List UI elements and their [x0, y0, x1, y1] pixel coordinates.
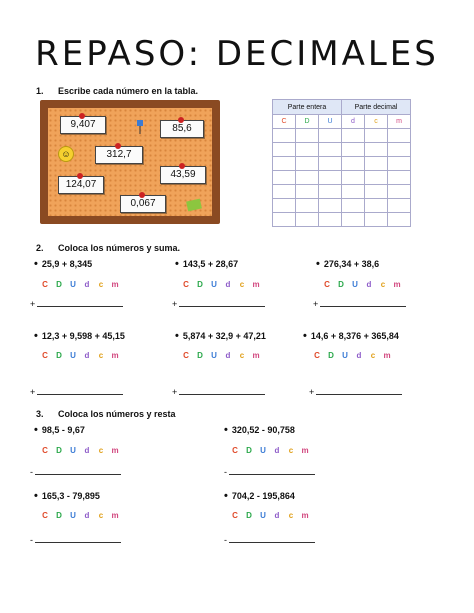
table-header-decimal: Parte decimal [342, 100, 411, 115]
section-1-heading [36, 86, 198, 96]
table-cell[interactable] [342, 185, 365, 199]
table-row [273, 129, 411, 143]
board-note: 312,7 [95, 146, 143, 164]
pin-icon [115, 143, 121, 149]
answer-line[interactable]: + [30, 386, 123, 397]
answer-line[interactable]: + [172, 386, 265, 397]
pin-icon [139, 192, 145, 198]
place-labels: C D U d c m [314, 351, 391, 360]
table-cell[interactable] [273, 185, 296, 199]
section-3-number: 3. [36, 409, 44, 419]
place-labels: C D U d c m [42, 280, 119, 289]
section-2-number: 2. [36, 243, 44, 253]
board-note: 43,59 [160, 166, 206, 184]
table-cell[interactable] [273, 213, 296, 227]
table-cell[interactable] [342, 171, 365, 185]
pin-icon [77, 173, 83, 179]
table-row [273, 199, 411, 213]
table-cell[interactable] [296, 143, 319, 157]
table-column-d-decimal: d [342, 115, 365, 129]
pin-icon [179, 163, 185, 169]
table-header-integer: Parte entera [273, 100, 342, 115]
table-cell[interactable] [342, 143, 365, 157]
exercise-sum-2: • 143,5 + 28,67 [175, 258, 239, 270]
table-cell[interactable] [319, 129, 342, 143]
place-labels: C D U d c m [42, 511, 119, 520]
exercise-sum-6: • 14,6 + 8,376 + 365,84 [303, 330, 399, 342]
table-cell[interactable] [365, 185, 388, 199]
pin-icon [178, 117, 184, 123]
table-cell[interactable] [319, 185, 342, 199]
table-cell[interactable] [273, 129, 296, 143]
answer-line[interactable]: - [224, 466, 315, 477]
table-cell[interactable] [319, 213, 342, 227]
board-note: 0,067 [120, 195, 166, 213]
table-column-c-decimal: c [365, 115, 388, 129]
table-cell[interactable] [342, 199, 365, 213]
place-value-table [272, 99, 411, 227]
section-1-label: Escribe cada número en la tabla. [58, 86, 199, 96]
table-column-c: C [273, 115, 296, 129]
board-note: 9,407 [60, 116, 106, 134]
table-cell[interactable] [273, 171, 296, 185]
table-cell[interactable] [388, 185, 411, 199]
table-cell[interactable] [296, 157, 319, 171]
page-title: REPASO: DECIMALES [35, 34, 439, 74]
section-2-heading [36, 243, 180, 253]
table-cell[interactable] [296, 129, 319, 143]
answer-line[interactable]: + [313, 298, 406, 309]
answer-line[interactable]: + [309, 386, 402, 397]
exercise-sum-4: • 12,3 + 9,598 + 45,15 [34, 330, 125, 342]
table-column-u: U [319, 115, 342, 129]
table-cell[interactable] [296, 213, 319, 227]
place-labels: C D U d c m [232, 446, 309, 455]
place-labels: C D U d c m [183, 280, 260, 289]
table-cell[interactable] [365, 213, 388, 227]
table-cell[interactable] [273, 199, 296, 213]
answer-line[interactable]: + [30, 298, 123, 309]
table-column-d: D [296, 115, 319, 129]
table-cell[interactable] [342, 157, 365, 171]
pushpin-icon [135, 120, 145, 134]
table-cell[interactable] [273, 157, 296, 171]
table-cell[interactable] [388, 213, 411, 227]
table-cell[interactable] [319, 171, 342, 185]
table-row [273, 213, 411, 227]
section-3-heading [36, 409, 176, 419]
table-row [273, 143, 411, 157]
table-cell[interactable] [296, 185, 319, 199]
exercise-sub-1: • 98,5 - 9,67 [34, 424, 85, 436]
table-cell[interactable] [388, 129, 411, 143]
table-column-m: m [388, 115, 411, 129]
table-cell[interactable] [319, 143, 342, 157]
table-cell[interactable] [296, 171, 319, 185]
exercise-sub-2: • 320,52 - 90,758 [224, 424, 295, 436]
table-cell[interactable] [388, 199, 411, 213]
table-cell[interactable] [388, 157, 411, 171]
table-row [273, 157, 411, 171]
exercise-sub-4: • 704,2 - 195,864 [224, 490, 295, 502]
pin-icon [79, 113, 85, 119]
table-cell[interactable] [319, 157, 342, 171]
table-cell[interactable] [365, 171, 388, 185]
smiley-icon: ☺ [58, 146, 74, 162]
place-labels: C D U d c m [324, 280, 401, 289]
table-row [273, 171, 411, 185]
exercise-sum-5: • 5,874 + 32,9 + 47,21 [175, 330, 266, 342]
table-cell[interactable] [365, 199, 388, 213]
section-1-number: 1. [36, 86, 44, 96]
table-cell[interactable] [388, 143, 411, 157]
place-labels: C D U d c m [42, 351, 119, 360]
table-cell[interactable] [388, 171, 411, 185]
answer-line[interactable]: - [30, 466, 121, 477]
table-cell[interactable] [365, 143, 388, 157]
table-cell[interactable] [365, 157, 388, 171]
table-row [273, 185, 411, 199]
answer-line[interactable]: - [224, 534, 315, 545]
table-cell[interactable] [365, 129, 388, 143]
place-labels: C D U d c m [42, 446, 119, 455]
board-note: 124,07 [58, 176, 104, 194]
exercise-sub-3: • 165,3 - 79,895 [34, 490, 100, 502]
place-labels: C D U d c m [232, 511, 309, 520]
table-cell[interactable] [342, 213, 365, 227]
table-cell[interactable] [319, 199, 342, 213]
answer-line[interactable]: + [172, 298, 265, 309]
place-labels: C D U d c m [183, 351, 260, 360]
table-cell[interactable] [342, 129, 365, 143]
table-cell[interactable] [296, 199, 319, 213]
exercise-sum-3: • 276,34 + 38,6 [316, 258, 380, 270]
exercise-sum-1: • 25,9 + 8,345 [34, 258, 93, 270]
section-2-label: Coloca los números y suma. [58, 243, 181, 253]
board-note: 85,6 [160, 120, 204, 138]
section-3-label: Coloca los números y resta [58, 409, 176, 419]
table-cell[interactable] [273, 143, 296, 157]
answer-line[interactable]: - [30, 534, 121, 545]
